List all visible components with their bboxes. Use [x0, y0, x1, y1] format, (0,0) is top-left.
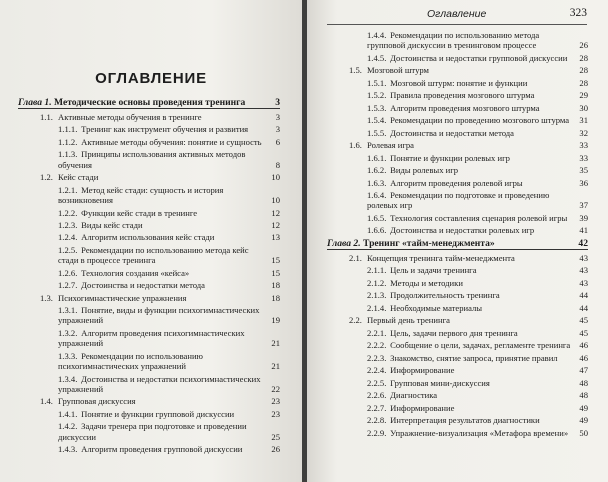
toc-entry-number: 2.2.7. — [367, 402, 387, 413]
toc-entry-page: 43 — [579, 277, 588, 288]
toc-entry — [327, 178, 588, 188]
toc-entry-body — [367, 415, 588, 425]
toc-entry-number: 1.3.3. — [58, 350, 78, 361]
toc-entry-title: Рекомендации по использованию метода групповой дискуссии в тренинговом процессе — [367, 30, 540, 51]
toc-entry-number: 1.2.7. — [58, 280, 78, 291]
toc-entry-title: Концепция тренинга тайм-менеджмента — [367, 252, 515, 263]
toc-entry — [327, 328, 588, 338]
toc-entry-title: Групповая мини-дискуссия — [390, 377, 490, 388]
toc-entry-number: 2.1. — [349, 252, 362, 263]
toc-entry-title: Функции кейс стади в тренинге — [81, 207, 198, 218]
toc-entry — [327, 153, 588, 163]
toc-entry-number: 2.1.3. — [367, 290, 387, 301]
toc-entry — [327, 428, 588, 438]
toc-entry — [327, 353, 588, 363]
toc-entry-body — [58, 444, 280, 454]
toc-entry-page: 45 — [579, 315, 588, 326]
toc-entry-title: Рекомендации по проведению мозгового штурма — [390, 115, 570, 126]
running-header — [327, 8, 587, 25]
toc-entry-body — [367, 103, 588, 113]
toc-entry-number: 1.1. — [40, 112, 53, 122]
toc-entry — [327, 128, 588, 138]
toc-entry-page: 43 — [579, 265, 588, 276]
toc-entry-title: Цель, задачи первого дня тренинга — [390, 327, 518, 338]
toc-entry-number: 1.4.4. — [367, 30, 387, 40]
toc-entry-page: 23 — [271, 408, 280, 419]
toc-entry-page: 45 — [579, 327, 588, 338]
toc-entry-body — [367, 265, 588, 275]
toc-entry-body — [367, 278, 588, 288]
toc-entry-body — [58, 220, 280, 230]
toc-entry-title: Первый день тренинга — [367, 315, 450, 326]
toc-entry — [18, 421, 280, 442]
toc-entry-title: Рекомендации по подготовке и проведению ролевых игр — [367, 190, 550, 211]
toc-entry-body — [367, 53, 588, 63]
toc-entry-number: 1.4. — [40, 396, 53, 407]
toc-entry-page: 44 — [579, 302, 588, 313]
toc-entry-page: 43 — [579, 252, 588, 263]
toc-entry-page: 28 — [579, 52, 588, 63]
toc-entry-body — [349, 65, 588, 75]
toc-entry-title: Метод кейс стади: сущность и история возникновения — [58, 184, 224, 206]
toc-entry — [18, 305, 280, 326]
toc-entry — [18, 328, 280, 349]
toc-entry — [327, 213, 588, 223]
toc-entry-number: 1.2.3. — [58, 219, 78, 230]
toc-entry-page: 22 — [271, 383, 280, 394]
toc-entry-page: 3 — [275, 97, 280, 108]
toc-entry-number: 1.2.4. — [58, 232, 78, 243]
toc-entry-page: 12 — [271, 207, 280, 218]
toc-entry-title: Технология составления сценария ролевой игры — [390, 212, 568, 223]
toc-entry-page: 23 — [271, 396, 280, 407]
toc-entry-title: Мозговой штурм: понятие и функции — [390, 77, 528, 88]
toc-entry-body — [367, 303, 588, 313]
toc-entry-body — [40, 293, 280, 303]
toc-entry-page: 48 — [579, 377, 588, 388]
toc-entry-page: 49 — [579, 415, 588, 426]
toc-entry-number: 2.2.1. — [367, 327, 387, 338]
toc-entry-page: 37 — [579, 200, 588, 211]
toc-entry-number: 2.2.5. — [367, 377, 387, 388]
toc-entry-title: Активные методы обучения: понятие и сущность — [81, 136, 262, 147]
toc-entry-title: Активные методы обучения в тренинге — [58, 112, 202, 122]
toc-entry — [327, 340, 588, 350]
toc-entry-page: 12 — [271, 219, 280, 230]
toc-entry-body — [367, 165, 588, 175]
toc-entry-title: Понятие, виды и функции психогимнастических упражнений — [58, 305, 260, 326]
toc-entry — [327, 30, 588, 51]
toc-entry-number: 1.5.1. — [367, 77, 387, 88]
toc-entry-page: 39 — [579, 212, 588, 223]
toc-entry — [18, 245, 280, 266]
toc-entry-title: Понятие и функции групповой дискуссии — [81, 408, 235, 419]
toc-entry-title: Цель и задачи тренинга — [390, 265, 477, 276]
toc-entry-number: 1.5.4. — [367, 115, 387, 126]
toc-entry-page: 33 — [579, 140, 588, 151]
toc-entry-page: 18 — [271, 292, 280, 303]
toc-entry — [327, 403, 588, 413]
toc-entry-number: 2.2. — [349, 315, 362, 326]
toc-entry — [327, 365, 588, 375]
toc-entry-number: 1.4.5. — [367, 52, 387, 63]
toc-chapter — [327, 238, 588, 250]
toc-entry — [327, 165, 588, 175]
toc-entry-number: 1.6.3. — [367, 177, 387, 188]
toc-entry-body — [367, 340, 588, 350]
toc-entry-title: Достоинства и недостатки метода — [390, 127, 514, 138]
toc-entry-title: Информирование — [390, 365, 455, 376]
toc-entry — [327, 415, 588, 425]
toc-entry-title: Кейс стади — [58, 172, 99, 183]
toc-entry-number: 2.2.3. — [367, 352, 387, 363]
toc-entry — [18, 444, 280, 454]
toc-entry — [327, 278, 588, 288]
toc-entry-page: 3 — [275, 112, 280, 122]
toc-entry — [327, 190, 588, 211]
toc-entry-number: 1.6.6. — [367, 225, 387, 236]
toc-entry-title: Необходимые материалы — [390, 302, 483, 313]
toc-entry-page: 3 — [275, 124, 280, 135]
toc-entry-body — [58, 232, 280, 242]
toc-entry-number: 1.6.4. — [367, 190, 387, 201]
toc-entry-title: Алгоритм проведения групповой дискуссии — [81, 444, 243, 455]
toc-entry-title: Алгоритм проведения психогимнастических упражнений — [58, 327, 245, 349]
toc-entry-body — [367, 213, 588, 223]
toc-entry-page: 10 — [271, 195, 280, 206]
toc-entry-page: 6 — [275, 136, 280, 147]
toc-entry — [327, 253, 588, 263]
toc-entry-number: 1.2.6. — [58, 267, 78, 278]
toc-entry-title: Психогимнастические упражнения — [58, 292, 187, 303]
toc-entry-number: 1.6. — [349, 140, 362, 151]
toc-entry-page: 26 — [579, 40, 588, 51]
toc-entry-title: Виды ролевых игр — [390, 165, 459, 176]
toc-entry-title: Тренинг как инструмент обучения и развития — [81, 124, 249, 135]
toc-entry-body — [58, 409, 280, 419]
toc-entry-page: 47 — [579, 365, 588, 376]
toc-entry-title: Достоинства и недостатки психогимнастических упражнений — [58, 373, 261, 394]
toc-entry — [18, 374, 280, 395]
toc-entry — [18, 208, 280, 218]
toc-entry — [18, 124, 280, 134]
toc-entry-number: 1.3.1. — [58, 305, 78, 316]
toc-entry — [18, 232, 280, 242]
toc-entry-page: 18 — [271, 280, 280, 291]
toc-entry — [327, 65, 588, 75]
toc-entry-page: 46 — [579, 340, 588, 351]
toc-list-right — [327, 30, 588, 440]
toc-entry-title: Алгоритм проведения ролевой игры — [390, 177, 523, 188]
toc-entry-body — [367, 90, 588, 100]
toc-entry-number: 1.6.1. — [367, 152, 387, 163]
toc-entry-title: Методы и методики — [390, 277, 463, 288]
toc-entry-title: Тренинг «тайм-менеджмента» — [363, 237, 495, 249]
toc-entry — [327, 115, 588, 125]
toc-entry-body — [349, 315, 588, 325]
toc-entry-page: 28 — [579, 65, 588, 76]
toc-entry-page: 19 — [271, 315, 280, 326]
toc-entry-body — [367, 428, 588, 438]
toc-entry-body — [367, 403, 588, 413]
toc-entry-number: 1.6.5. — [367, 212, 387, 223]
toc-entry — [18, 185, 280, 206]
toc-entry-body — [367, 353, 588, 363]
toc-entry-number: 1.4.1. — [58, 408, 78, 419]
toc-entry-body — [58, 328, 280, 349]
toc-entry — [18, 172, 280, 182]
toc-entry-number: 1.5.2. — [367, 90, 387, 101]
toc-entry-number: 2.2.2. — [367, 340, 387, 351]
toc-entry-body — [367, 128, 588, 138]
toc-entry-body — [58, 137, 280, 147]
toc-entry-body — [367, 328, 588, 338]
toc-entry-number: 1.5.5. — [367, 127, 387, 138]
toc-entry — [327, 265, 588, 275]
toc-list-left — [18, 97, 280, 457]
toc-entry-page: 35 — [579, 165, 588, 176]
toc-entry-body — [367, 178, 588, 188]
toc-entry — [18, 409, 280, 419]
left-page — [0, 0, 302, 482]
toc-entry — [18, 351, 280, 372]
toc-entry-page: 46 — [579, 352, 588, 363]
toc-entry-body — [367, 190, 588, 211]
toc-entry — [18, 137, 280, 147]
toc-entry-number: 2.2.6. — [367, 390, 387, 401]
toc-entry-page: 26 — [271, 444, 280, 455]
toc-entry-number: 1.2.5. — [58, 244, 78, 255]
toc-entry-title: Сообщение о цели, задачах, регламенте тренинга — [390, 340, 571, 351]
toc-entry-page: 25 — [271, 431, 280, 442]
toc-entry-body — [58, 245, 280, 266]
toc-entry-number: 1.5. — [349, 65, 362, 76]
toc-entry-body — [58, 149, 280, 170]
toc-entry-page: 50 — [579, 427, 588, 438]
toc-entry-number: 1.4.3. — [58, 444, 78, 455]
toc-entry-page: 10 — [271, 172, 280, 183]
toc-entry-page: 28 — [579, 77, 588, 88]
toc-entry-number: 1.2.2. — [58, 207, 78, 218]
toc-entry — [18, 396, 280, 406]
toc-entry — [327, 140, 588, 150]
toc-entry-title: Методические основы проведения тренинга — [54, 97, 246, 108]
toc-entry-number: 2.1.4. — [367, 302, 387, 313]
toc-entry-title: Информирование — [390, 402, 455, 413]
toc-entry-body — [367, 390, 588, 400]
toc-entry-body — [58, 268, 280, 278]
toc-entry-title: Алгоритм проведения мозгового штурма — [390, 102, 540, 113]
toc-entry — [18, 149, 280, 170]
toc-entry — [327, 225, 588, 235]
bleed-through-text — [14, 0, 284, 60]
toc-entry-body — [18, 97, 280, 108]
toc-entry-title: Групповая дискуссия — [58, 396, 136, 407]
toc-entry-page: 31 — [579, 115, 588, 126]
toc-entry — [327, 303, 588, 313]
toc-entry-body — [58, 124, 280, 134]
toc-entry-body — [367, 30, 588, 51]
toc-entry-title: Продолжительность тренинга — [390, 290, 500, 301]
page-number: 323 — [569, 7, 587, 19]
toc-entry-body — [349, 253, 588, 263]
toc-entry-number: 2.2.9. — [367, 427, 387, 438]
chapter-label: Глава 1. — [18, 97, 52, 108]
toc-entry-number: 1.4.2. — [58, 421, 78, 432]
toc-entry-title: Правила проведения мозгового штурма — [390, 90, 535, 101]
chapter-label: Глава 2. — [327, 237, 361, 249]
page-title: ОГЛАВЛЕНИЕ — [95, 70, 207, 87]
toc-entry-body — [367, 378, 588, 388]
toc-entry — [327, 290, 588, 300]
running-title: Оглавление — [427, 8, 487, 20]
toc-entry-page: 8 — [275, 159, 280, 170]
toc-entry-number: 1.5.3. — [367, 102, 387, 113]
toc-entry-page: 42 — [578, 237, 588, 249]
toc-entry-page: 32 — [579, 127, 588, 138]
toc-entry-page: 21 — [271, 361, 280, 372]
toc-entry-number: 2.2.4. — [367, 365, 387, 376]
toc-entry-body — [327, 238, 588, 249]
toc-chapter — [18, 97, 280, 109]
toc-entry — [18, 268, 280, 278]
right-page — [307, 0, 608, 482]
toc-entry-number: 1.3. — [40, 292, 53, 303]
toc-entry-title: Достоинства и недостатки ролевых игр — [390, 225, 535, 236]
toc-entry-body — [349, 140, 588, 150]
toc-entry — [327, 315, 588, 325]
toc-entry-body — [58, 421, 280, 442]
toc-entry-number: 1.6.2. — [367, 165, 387, 176]
toc-entry-number: 2.1.2. — [367, 277, 387, 288]
toc-entry-body — [40, 396, 280, 406]
toc-entry-number: 1.3.2. — [58, 327, 78, 338]
toc-entry-body — [367, 225, 588, 235]
toc-entry-body — [367, 365, 588, 375]
toc-entry-title: Знакомство, снятие запроса, принятие правил — [390, 352, 558, 363]
toc-entry-body — [58, 305, 280, 326]
toc-entry-page: 36 — [579, 177, 588, 188]
toc-entry-body — [367, 153, 588, 163]
toc-entry — [327, 78, 588, 88]
toc-entry-body — [367, 290, 588, 300]
toc-entry-number: 1.1.3. — [58, 149, 78, 160]
toc-entry-page: 33 — [579, 152, 588, 163]
toc-entry-title: Упражнение-визуализация «Метафора времени» — [390, 427, 569, 438]
toc-entry-number: 1.2. — [40, 172, 53, 183]
toc-entry-page: 29 — [579, 90, 588, 101]
toc-entry-body — [58, 185, 280, 206]
toc-entry-page: 15 — [271, 255, 280, 266]
toc-entry-number: 1.3.4. — [58, 373, 78, 384]
toc-entry-page: 48 — [579, 390, 588, 401]
toc-entry-number: 2.1.1. — [367, 265, 387, 276]
toc-entry — [327, 390, 588, 400]
toc-entry-body — [40, 112, 280, 122]
toc-entry-body — [58, 208, 280, 218]
toc-entry-title: Достоинства и недостатки групповой дискуссии — [390, 52, 568, 63]
toc-entry — [18, 112, 280, 122]
toc-entry-page: 30 — [579, 102, 588, 113]
toc-entry — [327, 103, 588, 113]
toc-entry-page: 44 — [579, 290, 588, 301]
toc-entry-title: Понятие и функции ролевых игр — [390, 152, 510, 163]
toc-entry-body — [58, 280, 280, 290]
toc-entry-title: Задачи тренера при подготовке и проведении дискуссии — [58, 421, 247, 442]
toc-entry — [327, 53, 588, 63]
toc-entry — [18, 220, 280, 230]
toc-entry-title: Интерпретация результатов диагностики — [390, 415, 540, 426]
toc-entry-page: 41 — [579, 225, 588, 236]
toc-entry-title: Рекомендации по использованию метода кейс стади в процессе тренинга — [58, 244, 249, 266]
toc-entry-body — [40, 172, 280, 182]
toc-entry-title: Рекомендации по использованию психогимнастических упражнений — [58, 350, 203, 372]
toc-entry — [327, 378, 588, 388]
toc-entry-number: 2.2.8. — [367, 415, 387, 426]
toc-entry-number: 1.1.1. — [58, 124, 78, 135]
toc-entry-body — [367, 115, 588, 125]
toc-entry-title: Алгоритм использования кейс стади — [81, 232, 215, 243]
toc-entry-title: Достоинства и недостатки метода — [81, 280, 205, 291]
toc-entry-title: Технология создания «кейса» — [81, 267, 190, 278]
toc-entry-page: 49 — [579, 402, 588, 413]
toc-entry-body — [367, 78, 588, 88]
toc-entry-number: 1.1.2. — [58, 136, 78, 147]
toc-entry — [18, 293, 280, 303]
toc-entry-number: 1.2.1. — [58, 184, 78, 195]
toc-entry — [18, 280, 280, 290]
toc-entry-title: Виды кейс стади — [81, 219, 143, 230]
toc-entry-body — [58, 351, 280, 372]
toc-entry-title: Мозговой штурм — [367, 65, 429, 76]
toc-entry-title: Ролевая игра — [367, 140, 414, 151]
toc-entry-page: 15 — [271, 267, 280, 278]
toc-entry-page: 21 — [271, 338, 280, 349]
toc-entry-page: 13 — [271, 232, 280, 243]
toc-entry — [327, 90, 588, 100]
toc-entry-title: Диагностика — [390, 390, 438, 401]
toc-entry-body — [58, 374, 280, 395]
toc-entry-title: Принципы использования активных методов обучения — [58, 149, 246, 170]
